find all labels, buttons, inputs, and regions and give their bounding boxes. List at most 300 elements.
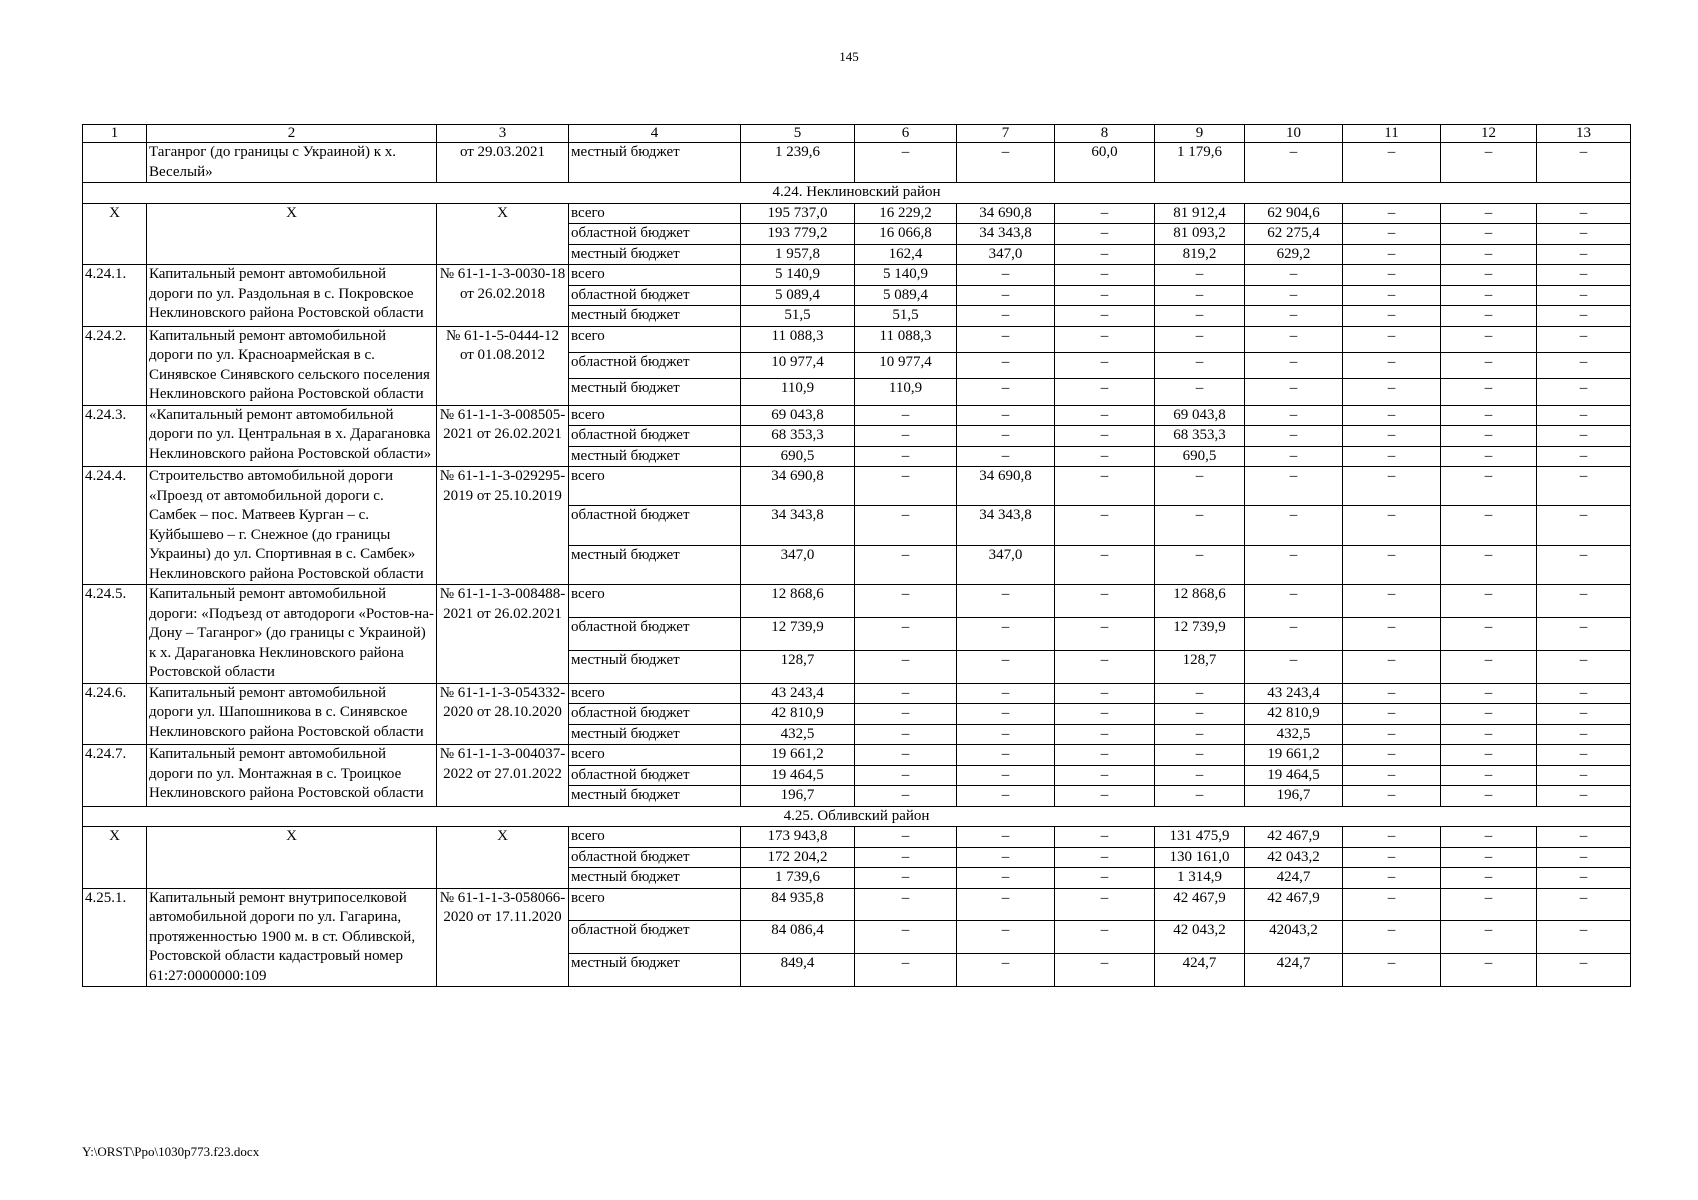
value-cell: – <box>1055 244 1155 265</box>
value-cell: – <box>1055 921 1155 954</box>
funding-source-cell: местный бюджет <box>569 244 741 265</box>
funding-source-cell: областной бюджет <box>569 847 741 868</box>
value-cell: – <box>1537 617 1631 650</box>
value-cell: – <box>1537 405 1631 426</box>
value-cell: – <box>1441 545 1537 584</box>
row-number-cell: 4.25.1. <box>83 888 147 987</box>
section-row <box>83 183 1631 204</box>
value-cell: – <box>855 426 957 447</box>
value-cell: – <box>1055 467 1155 506</box>
value-cell: – <box>1055 352 1155 378</box>
value-cell: – <box>1343 786 1441 807</box>
funding-source-cell: областной бюджет <box>569 765 741 786</box>
value-cell: – <box>957 868 1055 889</box>
value-cell: – <box>1537 426 1631 447</box>
value-cell: – <box>855 868 957 889</box>
object-name-cell: Капитальный ремонт автомобильной дороги по ул. Раздольная в с. Покровское Неклиновского района Ростовской области <box>147 265 437 327</box>
value-cell: 12 868,6 <box>741 585 855 618</box>
row-number-cell: 4.24.3. <box>83 405 147 467</box>
value-cell: – <box>1343 285 1441 306</box>
object-name-cell: «Капитальный ремонт автомобильной дороги по ул. Центральная в х. Дарагановка Неклиновского района Ростовской области» <box>147 405 437 467</box>
value-cell: – <box>1537 786 1631 807</box>
value-cell: 5 140,9 <box>741 265 855 286</box>
value-cell: – <box>1155 326 1245 352</box>
value-cell: – <box>855 506 957 545</box>
value-cell: 690,5 <box>741 446 855 467</box>
value-cell: – <box>1441 244 1537 265</box>
value-cell: – <box>1537 285 1631 306</box>
column-number-header: 4 <box>569 125 741 143</box>
funding-source-cell: местный бюджет <box>569 446 741 467</box>
value-cell: – <box>1441 745 1537 766</box>
row-number-cell: 4.24.6. <box>83 683 147 745</box>
value-cell: – <box>1343 954 1441 987</box>
funding-source-cell: местный бюджет <box>569 143 741 183</box>
value-cell: – <box>1343 704 1441 725</box>
value-cell: 34 343,8 <box>741 506 855 545</box>
value-cell: – <box>957 786 1055 807</box>
value-cell: – <box>957 326 1055 352</box>
value-cell: – <box>1343 352 1441 378</box>
object-name-cell: Капитальный ремонт внутрипоселковой автомобильной дороги по ул. Гагарина, протяженностью 1900 м. в ст. Обливской, Ростовской области кадастровый номер 61:27:0000000:109 <box>147 888 437 987</box>
value-cell: 19 661,2 <box>741 745 855 766</box>
column-number-header: 5 <box>741 125 855 143</box>
total-row <box>83 203 1631 224</box>
value-cell: – <box>1537 650 1631 683</box>
value-cell: – <box>1055 617 1155 650</box>
funding-source-cell: всего <box>569 203 741 224</box>
value-cell: – <box>1055 745 1155 766</box>
value-cell: – <box>855 745 957 766</box>
value-cell: – <box>1055 847 1155 868</box>
value-cell: – <box>1537 683 1631 704</box>
funding-source-cell: областной бюджет <box>569 224 741 245</box>
value-cell: – <box>1343 506 1441 545</box>
document-cell: № 61-1-1-3-029295-2019 от 25.10.2019 <box>437 467 569 585</box>
document-cell: № 61-1-1-3-054332-2020 от 28.10.2020 <box>437 683 569 745</box>
value-cell: 347,0 <box>957 545 1055 584</box>
value-cell: – <box>1441 352 1537 378</box>
value-cell: – <box>1245 446 1343 467</box>
value-cell: – <box>1441 786 1537 807</box>
value-cell: – <box>1537 203 1631 224</box>
value-cell: – <box>1441 868 1537 889</box>
value-cell: 5 089,4 <box>741 285 855 306</box>
value-cell: – <box>957 650 1055 683</box>
value-cell: – <box>1055 724 1155 745</box>
value-cell: 424,7 <box>1245 868 1343 889</box>
value-cell: – <box>1441 506 1537 545</box>
value-cell: – <box>855 585 957 618</box>
document-cell: от 29.03.2021 <box>437 143 569 183</box>
value-cell: 69 043,8 <box>1155 405 1245 426</box>
value-cell: 162,4 <box>855 244 957 265</box>
value-cell: – <box>1055 827 1155 848</box>
value-cell: – <box>1343 426 1441 447</box>
x-mark-cell: Х <box>437 203 569 265</box>
value-cell: 196,7 <box>741 786 855 807</box>
value-cell: – <box>957 426 1055 447</box>
value-cell: – <box>1441 306 1537 327</box>
value-cell: – <box>1155 786 1245 807</box>
row-number-cell: 4.24.5. <box>83 585 147 684</box>
funding-source-cell: местный бюджет <box>569 545 741 584</box>
value-cell: – <box>1441 921 1537 954</box>
value-cell: – <box>1245 352 1343 378</box>
value-cell: – <box>1537 704 1631 725</box>
value-cell: 42 043,2 <box>1245 847 1343 868</box>
value-cell: – <box>1245 506 1343 545</box>
value-cell: – <box>1537 326 1631 352</box>
object-name-cell: Капитальный ремонт автомобильной дороги ул. Шапошникова в с. Синявское Неклиновского района Ростовской области <box>147 683 437 745</box>
value-cell: – <box>1441 827 1537 848</box>
funding-source-cell: местный бюджет <box>569 379 741 405</box>
value-cell: – <box>1245 545 1343 584</box>
value-cell: 1 957,8 <box>741 244 855 265</box>
value-cell: – <box>1537 765 1631 786</box>
value-cell: – <box>1537 306 1631 327</box>
value-cell: 43 243,4 <box>741 683 855 704</box>
document-cell: № 61-1-1-3-0030-18 от 26.02.2018 <box>437 265 569 327</box>
funding-source-cell: всего <box>569 585 741 618</box>
value-cell: – <box>1245 467 1343 506</box>
value-cell: 347,0 <box>957 244 1055 265</box>
value-cell: – <box>1537 545 1631 584</box>
value-cell: – <box>1441 704 1537 725</box>
funding-source-cell: местный бюджет <box>569 786 741 807</box>
value-cell: – <box>957 143 1055 183</box>
value-cell: 16 066,8 <box>855 224 957 245</box>
row-number-cell: 4.24.4. <box>83 467 147 585</box>
document-cell: № 61-1-1-3-004037-2022 от 27.01.2022 <box>437 745 569 807</box>
value-cell: – <box>1055 954 1155 987</box>
budget-table <box>82 124 1631 987</box>
value-cell: 12 868,6 <box>1155 585 1245 618</box>
value-cell: 195 737,0 <box>741 203 855 224</box>
value-cell: 1 314,9 <box>1155 868 1245 889</box>
value-cell: 60,0 <box>1055 143 1155 183</box>
column-number-header: 10 <box>1245 125 1343 143</box>
value-cell: – <box>1537 888 1631 921</box>
value-cell: – <box>1343 143 1441 183</box>
value-cell: – <box>1155 765 1245 786</box>
value-cell: – <box>1343 650 1441 683</box>
value-cell: – <box>1441 265 1537 286</box>
value-cell: – <box>1055 585 1155 618</box>
value-cell: – <box>1343 827 1441 848</box>
funding-source-cell: всего <box>569 683 741 704</box>
value-cell: 131 475,9 <box>1155 827 1245 848</box>
column-number-header: 12 <box>1441 125 1537 143</box>
value-cell: – <box>1055 405 1155 426</box>
value-cell: – <box>855 467 957 506</box>
value-cell: – <box>1343 683 1441 704</box>
value-cell: – <box>957 585 1055 618</box>
value-cell: – <box>1155 306 1245 327</box>
funding-source-cell: местный бюджет <box>569 650 741 683</box>
value-cell: – <box>1343 203 1441 224</box>
value-cell: – <box>1245 585 1343 618</box>
value-cell: 34 343,8 <box>957 506 1055 545</box>
value-cell: – <box>855 446 957 467</box>
value-cell: 12 739,9 <box>1155 617 1245 650</box>
value-cell: 1 179,6 <box>1155 143 1245 183</box>
value-cell: 42 043,2 <box>1155 921 1245 954</box>
value-cell: 110,9 <box>855 379 957 405</box>
value-cell: 819,2 <box>1155 244 1245 265</box>
section-title: 4.24. Неклиновский район <box>83 183 1631 204</box>
value-cell: – <box>1537 827 1631 848</box>
funding-source-cell: местный бюджет <box>569 954 741 987</box>
object-name-cell: Таганрог (до границы с Украиной) к х. Веселый» <box>147 143 437 183</box>
value-cell: – <box>1537 585 1631 618</box>
value-cell: – <box>1245 405 1343 426</box>
value-cell: – <box>1537 954 1631 987</box>
value-cell: – <box>1155 704 1245 725</box>
footer-file-path: Y:\ORST\Ppo\1030p773.f23.docx <box>82 1144 260 1159</box>
table-row <box>83 467 1631 506</box>
value-cell: 81 093,2 <box>1155 224 1245 245</box>
value-cell: – <box>1537 352 1631 378</box>
value-cell: 172 204,2 <box>741 847 855 868</box>
value-cell: – <box>855 765 957 786</box>
object-name-cell: Капитальный ремонт автомобильной дороги: «Подъезд от автодороги «Ростов-на-Дону – Таганрог» (до границы с Украиной) к х. Дарагановка Неклиновского района Ростовской области <box>147 585 437 684</box>
total-row <box>83 827 1631 848</box>
value-cell: 5 089,4 <box>855 285 957 306</box>
value-cell: 42 467,9 <box>1245 888 1343 921</box>
value-cell: – <box>1055 786 1155 807</box>
funding-source-cell: областной бюджет <box>569 704 741 725</box>
value-cell: – <box>1245 426 1343 447</box>
value-cell: – <box>1441 326 1537 352</box>
value-cell: – <box>1245 143 1343 183</box>
value-cell: 10 977,4 <box>741 352 855 378</box>
value-cell: – <box>1441 765 1537 786</box>
funding-source-cell: областной бюджет <box>569 285 741 306</box>
value-cell: – <box>957 954 1055 987</box>
value-cell: – <box>1245 326 1343 352</box>
value-cell: 84 086,4 <box>741 921 855 954</box>
value-cell: – <box>1441 379 1537 405</box>
value-cell: 424,7 <box>1155 954 1245 987</box>
value-cell: – <box>1343 921 1441 954</box>
value-cell: 424,7 <box>1245 954 1343 987</box>
value-cell: – <box>1441 954 1537 987</box>
value-cell: – <box>957 827 1055 848</box>
funding-source-cell: всего <box>569 405 741 426</box>
column-number-header: 3 <box>437 125 569 143</box>
value-cell: 347,0 <box>741 545 855 584</box>
value-cell: – <box>1343 379 1441 405</box>
row-number-cell: 4.24.2. <box>83 326 147 405</box>
value-cell: – <box>855 545 957 584</box>
value-cell: 128,7 <box>1155 650 1245 683</box>
value-cell: – <box>957 617 1055 650</box>
value-cell: – <box>1537 446 1631 467</box>
value-cell: 84 935,8 <box>741 888 855 921</box>
value-cell: 849,4 <box>741 954 855 987</box>
value-cell: – <box>1441 285 1537 306</box>
value-cell: 690,5 <box>1155 446 1245 467</box>
value-cell: 128,7 <box>741 650 855 683</box>
value-cell: – <box>957 683 1055 704</box>
value-cell: – <box>957 285 1055 306</box>
funding-source-cell: всего <box>569 888 741 921</box>
value-cell: – <box>1343 847 1441 868</box>
value-cell: 11 088,3 <box>855 326 957 352</box>
object-name-cell: Строительство автомобильной дороги «Проезд от автомобильной дороги с. Самбек – пос. Матвеев Курган – с. Куйбышево – г. Снежное (до границы Украины) до ул. Спортивная в с. Самбек» Неклиновского района Ростовской области <box>147 467 437 585</box>
value-cell: – <box>1055 704 1155 725</box>
value-cell: 34 690,8 <box>957 467 1055 506</box>
value-cell: 629,2 <box>1245 244 1343 265</box>
value-cell: – <box>1343 868 1441 889</box>
value-cell: – <box>1441 724 1537 745</box>
table-row <box>83 683 1631 704</box>
table-row <box>83 265 1631 286</box>
value-cell: 43 243,4 <box>1245 683 1343 704</box>
funding-source-cell: местный бюджет <box>569 724 741 745</box>
value-cell: – <box>1055 446 1155 467</box>
value-cell: – <box>1537 921 1631 954</box>
value-cell: – <box>855 954 957 987</box>
funding-source-cell: всего <box>569 265 741 286</box>
column-number-header: 11 <box>1343 125 1441 143</box>
value-cell: 11 088,3 <box>741 326 855 352</box>
x-mark-cell: Х <box>83 203 147 265</box>
value-cell: 193 779,2 <box>741 224 855 245</box>
funding-source-cell: областной бюджет <box>569 352 741 378</box>
value-cell: – <box>1343 617 1441 650</box>
value-cell: 16 229,2 <box>855 203 957 224</box>
value-cell: – <box>1343 306 1441 327</box>
table-row <box>83 585 1631 618</box>
value-cell: – <box>957 745 1055 766</box>
value-cell: – <box>1343 765 1441 786</box>
value-cell: – <box>1245 285 1343 306</box>
value-cell: – <box>1245 379 1343 405</box>
value-cell: 19 661,2 <box>1245 745 1343 766</box>
funding-source-cell: всего <box>569 827 741 848</box>
value-cell: – <box>1245 306 1343 327</box>
funding-source-cell: областной бюджет <box>569 506 741 545</box>
value-cell: – <box>855 921 957 954</box>
value-cell: – <box>1055 224 1155 245</box>
value-cell: 42 810,9 <box>741 704 855 725</box>
value-cell: – <box>855 786 957 807</box>
value-cell: – <box>1441 847 1537 868</box>
value-cell: 34 690,8 <box>741 467 855 506</box>
value-cell: – <box>1155 379 1245 405</box>
value-cell: – <box>1537 244 1631 265</box>
value-cell: – <box>1055 426 1155 447</box>
value-cell: 110,9 <box>741 379 855 405</box>
value-cell: – <box>1055 326 1155 352</box>
value-cell: 68 353,3 <box>1155 426 1245 447</box>
value-cell: – <box>855 683 957 704</box>
value-cell: – <box>1055 285 1155 306</box>
row-number-cell: 4.24.1. <box>83 265 147 327</box>
value-cell: 68 353,3 <box>741 426 855 447</box>
funding-source-cell: местный бюджет <box>569 306 741 327</box>
value-cell: – <box>855 704 957 725</box>
value-cell: 196,7 <box>1245 786 1343 807</box>
value-cell: – <box>855 847 957 868</box>
value-cell: – <box>1537 847 1631 868</box>
value-cell: – <box>957 306 1055 327</box>
value-cell: – <box>1245 617 1343 650</box>
column-number-header: 9 <box>1155 125 1245 143</box>
value-cell: 12 739,9 <box>741 617 855 650</box>
value-cell: – <box>1441 143 1537 183</box>
funding-source-cell: областной бюджет <box>569 921 741 954</box>
column-number-header: 2 <box>147 125 437 143</box>
value-cell: 51,5 <box>855 306 957 327</box>
object-name-cell: Капитальный ремонт автомобильной дороги по ул. Красноармейская в с. Синявское Синявского сельского поселения Неклиновского района Ростовской области <box>147 326 437 405</box>
value-cell: – <box>1441 617 1537 650</box>
value-cell: – <box>957 379 1055 405</box>
document-cell: № 61-1-1-3-008488-2021 от 26.02.2021 <box>437 585 569 684</box>
value-cell: 62 904,6 <box>1245 203 1343 224</box>
value-cell: – <box>1055 765 1155 786</box>
value-cell: – <box>1537 467 1631 506</box>
funding-source-cell: местный бюджет <box>569 868 741 889</box>
document-cell: № 61-1-1-3-008505-2021 от 26.02.2021 <box>437 405 569 467</box>
value-cell: – <box>1537 224 1631 245</box>
value-cell: – <box>1441 683 1537 704</box>
value-cell: – <box>1055 506 1155 545</box>
value-cell: 19 464,5 <box>1245 765 1343 786</box>
value-cell: 42 467,9 <box>1155 888 1245 921</box>
value-cell: – <box>1343 745 1441 766</box>
column-number-header: 1 <box>83 125 147 143</box>
value-cell: – <box>1055 203 1155 224</box>
value-cell: – <box>957 921 1055 954</box>
value-cell: 62 275,4 <box>1245 224 1343 245</box>
value-cell: – <box>1055 545 1155 584</box>
value-cell: – <box>957 888 1055 921</box>
table-row <box>83 143 1631 183</box>
value-cell: – <box>1155 352 1245 378</box>
value-cell: – <box>1441 446 1537 467</box>
value-cell: – <box>1055 650 1155 683</box>
x-mark-cell: Х <box>147 203 437 265</box>
value-cell: 432,5 <box>741 724 855 745</box>
value-cell: – <box>1537 868 1631 889</box>
funding-source-cell: всего <box>569 326 741 352</box>
funding-source-cell: всего <box>569 467 741 506</box>
value-cell: – <box>1343 545 1441 584</box>
page-number: 145 <box>839 49 859 64</box>
value-cell: – <box>1055 868 1155 889</box>
x-mark-cell: Х <box>147 827 437 889</box>
value-cell: 130 161,0 <box>1155 847 1245 868</box>
value-cell: – <box>1343 326 1441 352</box>
value-cell: – <box>1343 724 1441 745</box>
value-cell: – <box>1343 244 1441 265</box>
row-number-cell: 4.24.7. <box>83 745 147 807</box>
table-row <box>83 326 1631 352</box>
header-row <box>83 125 1631 143</box>
section-title: 4.25. Обливский район <box>83 806 1631 827</box>
table-row <box>83 745 1631 766</box>
value-cell: – <box>1343 224 1441 245</box>
value-cell: – <box>1441 888 1537 921</box>
value-cell: – <box>1343 405 1441 426</box>
value-cell: 42 467,9 <box>1245 827 1343 848</box>
column-number-header: 7 <box>957 125 1055 143</box>
value-cell: – <box>1343 446 1441 467</box>
value-cell: – <box>1537 265 1631 286</box>
